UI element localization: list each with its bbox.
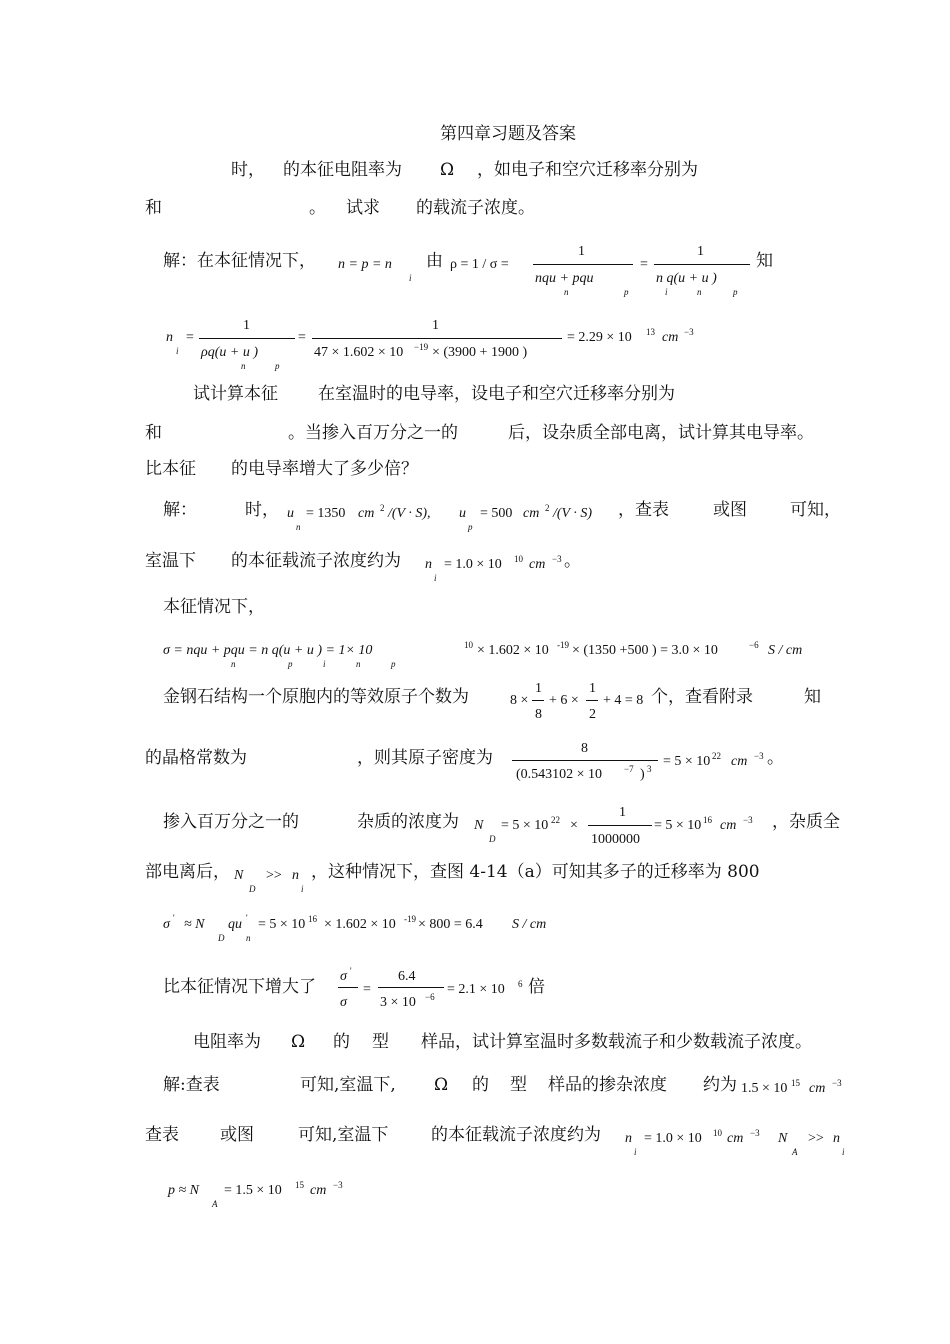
formula: ≈ N — [184, 917, 205, 932]
formula-superscript: -19 — [404, 914, 416, 924]
formula-superscript: −7 — [624, 764, 634, 774]
q1-solution-text: 由 — [426, 251, 443, 271]
formula-superscript: −3 — [743, 815, 753, 825]
q2-solution-text: 的晶格常数为 — [145, 748, 247, 768]
formula: = 1.0 × 10 — [444, 557, 502, 572]
fraction-bar — [532, 700, 544, 701]
formula-superscript: ' — [350, 966, 352, 976]
fraction-denominator: 8 — [535, 707, 542, 722]
fraction-bar — [199, 338, 295, 339]
fraction-bar — [312, 338, 562, 339]
fraction-denominator: 2 — [589, 707, 596, 722]
formula-subscript: p — [624, 287, 629, 297]
formula: = 5 × 10 — [258, 917, 306, 932]
q3-text: 型 — [372, 1032, 389, 1052]
formula-subscript: p — [275, 361, 280, 371]
fraction-numerator: 1 — [619, 805, 626, 820]
formula: 1.5 × 10 — [741, 1081, 788, 1096]
formula: n — [292, 868, 299, 883]
formula: cm — [720, 818, 737, 833]
q2-solution-text: 本征情况下， — [163, 597, 265, 617]
q3-solution-text: Ω — [434, 1075, 449, 1095]
formula-subscript: n — [246, 933, 251, 943]
formula: + 6 × — [549, 693, 579, 708]
formula: = — [298, 330, 306, 345]
q3-solution-text: 可知,室温下 — [298, 1125, 389, 1145]
formula: p ≈ N — [168, 1183, 200, 1198]
formula-superscript: −3 — [684, 327, 694, 337]
fraction-denominator: × (3900 + 1900 ) — [432, 345, 528, 360]
formula: u — [287, 506, 294, 521]
formula-superscript: −3 — [832, 1078, 842, 1088]
formula: cm — [731, 754, 748, 769]
formula: = 5 × 10 — [663, 754, 711, 769]
q2-text: 试计算本征 — [193, 384, 278, 404]
q2-solution-text: 倍 — [528, 977, 545, 997]
fraction-denominator: n q(u + u ) — [656, 271, 717, 286]
formula: cm — [809, 1081, 826, 1096]
formula-superscript: ' — [173, 913, 175, 923]
formula-subscript: i — [434, 573, 437, 583]
q2-text: 后，设杂质全部电离，试计算其电导率。 — [508, 423, 814, 443]
formula: n — [166, 330, 173, 345]
formula: σ = nqu + pqu = n q(u + u ) = 1× 10 — [163, 643, 373, 658]
q3-text: Ω — [291, 1032, 306, 1052]
formula: × 800 = 6.4 — [418, 917, 483, 932]
fraction-bar — [338, 987, 358, 988]
formula: cm — [310, 1183, 327, 1198]
formula-subscript: p — [468, 522, 473, 532]
formula-superscript: 16 — [308, 914, 317, 924]
formula: S / cm — [768, 643, 803, 658]
fraction-bar — [378, 987, 444, 988]
fraction-numerator: 8 — [581, 741, 588, 756]
formula-superscript: −6 — [425, 992, 435, 1002]
formula: n — [625, 1131, 632, 1146]
fraction-numerator: 6.4 — [398, 969, 416, 984]
formula-superscript: 15 — [791, 1078, 800, 1088]
formula-superscript: 22 — [551, 815, 560, 825]
formula-subscript: i — [665, 287, 668, 297]
formula-superscript: −3 — [333, 1180, 343, 1190]
fraction-bar — [586, 700, 598, 701]
formula-subscript: i — [634, 1147, 637, 1157]
formula-superscript: −3 — [754, 751, 764, 761]
formula: N — [474, 818, 484, 833]
q2-solution-text: 室温下 — [145, 551, 196, 571]
q2-solution-text: 。 — [564, 551, 581, 571]
q3-text: 的 — [333, 1032, 350, 1052]
q2-solution-text: 部电离后， — [145, 862, 230, 882]
formula: = — [363, 982, 371, 997]
q3-solution-text: 解:查表 — [163, 1075, 220, 1095]
formula-superscript: ' — [246, 913, 248, 923]
fraction-denominator: 47 × 1.602 × 10 — [314, 345, 404, 360]
formula: = 1.5 × 10 — [224, 1183, 282, 1198]
formula-subscript: n — [241, 361, 246, 371]
formula-superscript: −3 — [750, 1128, 760, 1138]
formula-subscript: p — [391, 659, 396, 669]
q1-text: Ω — [440, 160, 455, 180]
q2-solution-text: 解： — [163, 500, 197, 520]
fraction-numerator: 1 — [697, 244, 704, 259]
q3-solution-text: 约为 — [703, 1075, 737, 1095]
q2-text: 在室温时的电导率，设电子和空穴迁移率分别为 — [318, 384, 675, 404]
q2-solution-text: ，这种情况下，查图 4-14（a）可知其多子的迁移率为 800 — [311, 862, 760, 882]
formula-superscript: −3 — [552, 554, 562, 564]
formula: /(V · S), — [388, 506, 431, 521]
q2-solution-text: ，查表 — [618, 500, 669, 520]
q1-text: 。 — [309, 198, 326, 218]
q2-solution-text: 杂质的浓度为 — [357, 812, 459, 832]
fraction-numerator: 1 — [578, 244, 585, 259]
fraction-numerator: 1 — [535, 681, 542, 696]
formula-superscript: 2 — [545, 503, 550, 513]
fraction-bar — [512, 760, 658, 761]
formula-superscript: 2 — [380, 503, 385, 513]
fraction-denominator: 1000000 — [591, 832, 640, 847]
q2-solution-text: 金钢石结构一个原胞内的等效原子个数为 — [163, 687, 469, 707]
formula: = — [186, 330, 194, 345]
formula-subscript: D — [489, 834, 496, 844]
q2-solution-text: 的本征载流子浓度约为 — [231, 551, 401, 571]
fraction-numerator: 1 — [589, 681, 596, 696]
fraction-denominator: σ — [340, 995, 347, 1010]
formula-superscript: 10 — [713, 1128, 722, 1138]
formula: qu — [228, 917, 242, 932]
formula-subscript: i — [842, 1147, 845, 1157]
formula: = — [640, 257, 648, 272]
formula: ρ = 1 / σ = — [450, 257, 509, 272]
formula: = 1.0 × 10 — [644, 1131, 702, 1146]
q2-solution-text: 可知， — [790, 500, 841, 520]
formula-superscript: 16 — [703, 815, 712, 825]
formula: cm — [523, 506, 540, 521]
formula: = 2.29 × 10 — [567, 330, 632, 345]
fraction-denominator: ρq(u + u ) — [201, 345, 258, 360]
formula: u — [459, 506, 466, 521]
fraction-bar — [588, 825, 652, 826]
formula-superscript: -19 — [557, 640, 569, 650]
formula: × (1350 +500 ) = 3.0 × 10 — [572, 643, 718, 658]
formula-subscript: D — [218, 933, 225, 943]
fraction-bar — [654, 264, 750, 265]
q3-solution-text: 样品的掺杂浓度 — [548, 1075, 667, 1095]
formula-subscript: A — [212, 1199, 218, 1209]
formula-subscript: n — [231, 659, 236, 669]
fraction-denominator: nqu + pqu — [535, 271, 594, 286]
q2-solution-text: 。 — [767, 748, 784, 768]
formula: 8 × — [510, 693, 529, 708]
formula-superscript: 22 — [712, 751, 721, 761]
formula: N — [234, 868, 244, 883]
formula: × — [570, 818, 578, 833]
fraction-denominator: (0.543102 × 10 — [516, 767, 603, 782]
q3-solution-text: 或图 — [220, 1125, 254, 1145]
formula: σ — [163, 917, 170, 932]
q2-solution-text: 比本征情况下增大了 — [163, 977, 316, 997]
formula-superscript: 10 — [514, 554, 523, 564]
q3-solution-text: 型 — [510, 1075, 527, 1095]
formula: >> — [808, 1131, 824, 1146]
q3-solution-text: 的本征载流子浓度约为 — [431, 1125, 601, 1145]
q1-text: 的载流子浓度。 — [416, 198, 535, 218]
q3-text: 电阻率为 — [193, 1032, 261, 1052]
q1-text: 的本征电阻率为 — [283, 160, 402, 180]
formula: + 4 = 8 — [603, 693, 644, 708]
formula: >> — [266, 868, 282, 883]
formula: n — [833, 1131, 840, 1146]
q3-solution-text: 可知,室温下, — [300, 1075, 396, 1095]
page-title: 第四章习题及答案 — [440, 124, 576, 144]
formula-subscript: n — [564, 287, 569, 297]
q1-text: ，如电子和空穴迁移率分别为 — [477, 160, 698, 180]
q1-text: 试求 — [346, 198, 380, 218]
formula-subscript: n — [296, 522, 301, 532]
formula-subscript: n — [356, 659, 361, 669]
fraction-denominator: ) — [640, 767, 645, 782]
formula-subscript: i — [301, 884, 304, 894]
q2-solution-text: 或图 — [713, 500, 747, 520]
formula-subscript: i — [409, 273, 412, 283]
fraction-numerator: 1 — [243, 318, 250, 333]
q3-solution-text: 查表 — [145, 1125, 179, 1145]
formula-subscript: A — [792, 1147, 798, 1157]
q2-solution-text: 掺入百万分之一的 — [163, 812, 299, 832]
formula: = 500 — [480, 506, 513, 521]
formula-superscript: 6 — [518, 979, 523, 989]
formula: = 1350 — [306, 506, 346, 521]
q2-solution-text: ，杂质全 — [772, 812, 840, 832]
q3-text: 样品，试计算室温时多数载流子和少数载流子浓度。 — [421, 1032, 812, 1052]
q1-text: 时， — [231, 160, 265, 180]
formula-superscript: −19 — [414, 342, 429, 352]
formula: /(V · S) — [553, 506, 593, 521]
q2-solution-text: 时， — [245, 500, 279, 520]
fraction-numerator: 1 — [432, 318, 439, 333]
q2-solution-text: 知 — [804, 687, 821, 707]
fraction-bar — [533, 264, 633, 265]
formula-subscript: p — [733, 287, 738, 297]
formula-subscript: D — [249, 884, 256, 894]
fraction-numerator: σ — [340, 969, 347, 984]
formula: cm — [727, 1131, 744, 1146]
formula: cm — [662, 330, 679, 345]
q2-text: 和 — [145, 423, 162, 443]
formula: × 1.602 × 10 — [477, 643, 549, 658]
q2-text: 的电导率增大了多少倍？ — [231, 459, 418, 479]
q1-solution-text: 知 — [756, 251, 773, 271]
formula-subscript: i — [323, 659, 326, 669]
formula-superscript: −6 — [749, 640, 759, 650]
q1-text: 和 — [145, 198, 162, 218]
q2-text: 。当掺入百万分之一的 — [288, 423, 458, 443]
formula: n = p = n — [338, 257, 392, 272]
formula-superscript: 13 — [646, 327, 655, 337]
fraction-denominator: 3 × 10 — [380, 995, 416, 1010]
formula: S / cm — [512, 917, 547, 932]
formula: × 1.602 × 10 — [324, 917, 396, 932]
q2-solution-text: 个，查看附录 — [651, 687, 753, 707]
formula: cm — [358, 506, 375, 521]
formula: = 2.1 × 10 — [447, 982, 505, 997]
formula-superscript: 15 — [295, 1180, 304, 1190]
formula: n — [425, 557, 432, 572]
formula-subscript: n — [697, 287, 702, 297]
formula-subscript: i — [176, 346, 179, 356]
formula-superscript: 3 — [647, 764, 652, 774]
q2-text: 比本征 — [145, 459, 196, 479]
formula: cm — [529, 557, 546, 572]
q2-solution-text: ，则其原子密度为 — [357, 748, 493, 768]
formula: = 5 × 10 — [654, 818, 702, 833]
formula-subscript: p — [288, 659, 293, 669]
q1-solution-text: 解：在本征情况下， — [163, 251, 316, 271]
formula: N — [778, 1131, 788, 1146]
q3-solution-text: 的 — [472, 1075, 489, 1095]
formula: = 5 × 10 — [501, 818, 549, 833]
formula-superscript: 10 — [464, 640, 473, 650]
